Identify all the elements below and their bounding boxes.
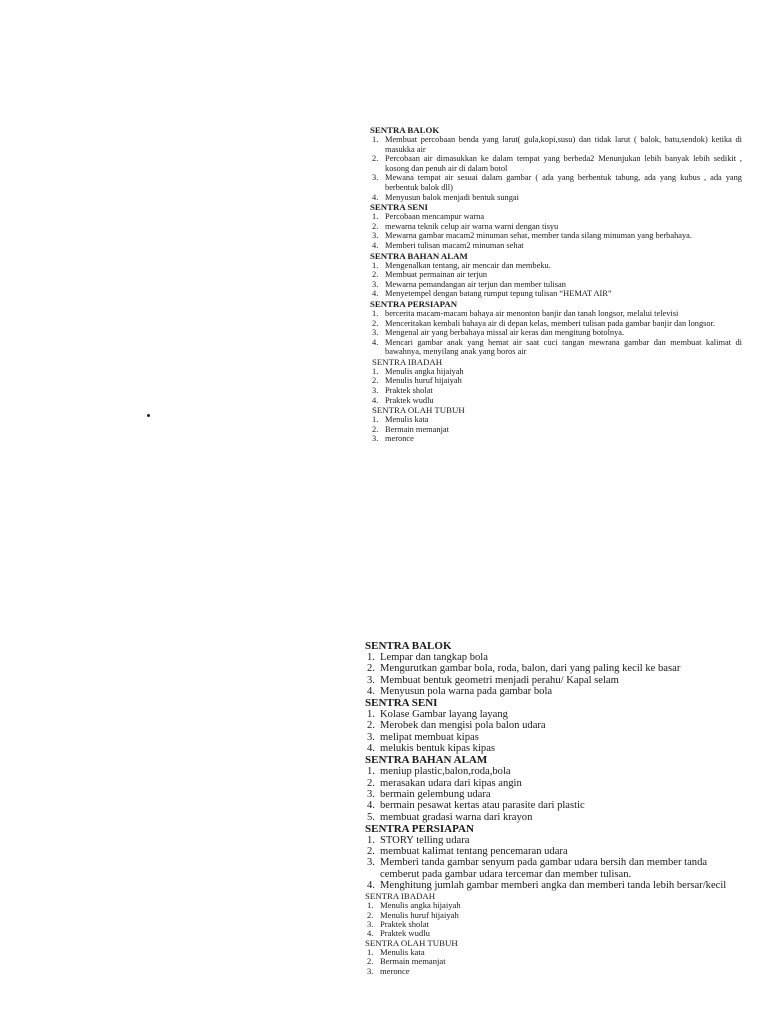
- item-text: Mewarna pemandangan air terjun dan member tulisan: [385, 279, 566, 289]
- item-number: 3.: [372, 231, 379, 241]
- item-number: 1.: [372, 308, 379, 318]
- section-title: SENTRA SENI: [370, 202, 428, 213]
- section-sentra-persiapan: [370, 299, 742, 357]
- section-sentra-ibadah: [365, 891, 745, 938]
- item-text: bermain pesawat kertas atau parasite dari plastic: [380, 800, 585, 812]
- list-item: [370, 328, 742, 338]
- list-item: [365, 778, 745, 789]
- list-item: [365, 652, 745, 663]
- list-item: [365, 929, 745, 938]
- bullet-mark: [147, 414, 150, 417]
- item-number: 5.: [367, 811, 375, 823]
- list-item: [365, 663, 745, 674]
- item-number: 1.: [367, 834, 375, 846]
- item-text: bermain gelembung udara: [380, 788, 491, 800]
- list-item: [370, 231, 742, 241]
- item-number: 3.: [372, 434, 379, 444]
- item-number: 1.: [372, 260, 379, 270]
- list-item: [365, 835, 745, 846]
- item-number: 3.: [367, 918, 374, 929]
- item-text: Membuat permainan air terjun: [385, 270, 488, 280]
- section-title: SENTRA BAHAN ALAM: [365, 754, 488, 767]
- item-number: 1.: [372, 135, 379, 144]
- item-text: Mengenal air yang berbahaya missal air keras dan mengitung botolnya.: [385, 328, 625, 338]
- list-item: [370, 376, 742, 386]
- item-text: Mewana tempat air sesuai dalam gambar ( ada yang berbentuk tabung, ada yang kubus , ada yang berbentuk balok dll): [385, 173, 742, 192]
- item-number: 3.: [367, 788, 375, 800]
- item-text: Menulis angka hijaiyah: [380, 900, 461, 911]
- section-sentra-bahan-alam: [370, 251, 742, 299]
- item-text: meniup plastic,balon,roda,bola: [380, 766, 511, 778]
- item-text: Membuat bentuk geometri menjadi perahu/ Kapal selam: [380, 674, 619, 686]
- list-item: [370, 289, 742, 299]
- list-item: [370, 241, 742, 251]
- section-sentra-seni: [365, 697, 745, 754]
- section-sentra-seni: [370, 202, 742, 250]
- item-number: 4.: [372, 289, 379, 299]
- activity-list: [365, 709, 745, 754]
- list-item: [370, 261, 742, 271]
- item-number: 4.: [367, 800, 375, 812]
- list-item: [365, 766, 745, 777]
- list-item: [370, 425, 742, 435]
- item-text: meronce: [380, 965, 410, 976]
- item-text: Menyusun pola warna pada gambar bola: [380, 685, 553, 697]
- item-text: Menceritakan kembali bahaya air di depan kelas, memberi tulisan pada gambar banjir dan longsor.: [385, 318, 715, 328]
- item-text: Bermain memanjat: [385, 424, 449, 434]
- item-number: 3.: [367, 857, 375, 869]
- section-title: SENTRA BALOK: [365, 640, 452, 652]
- item-number: 4.: [367, 880, 375, 892]
- item-number: 1.: [372, 212, 379, 222]
- item-number: 2.: [372, 376, 379, 386]
- list-item: [370, 415, 742, 425]
- list-item: [370, 386, 742, 396]
- activity-list: [365, 766, 745, 822]
- item-text: Merobek dan mengisi pola balon udara: [380, 720, 546, 732]
- item-text: Percobaan air dimasukkan ke dalam tempat yang berbeda2 Menunjukan lebih banyak lebih sedikit , kosong dan penuh air di dalam botol: [385, 154, 742, 173]
- list-item: [370, 309, 742, 319]
- section-title: SENTRA OLAH TUBUH: [372, 405, 465, 416]
- item-number: 4.: [367, 927, 374, 938]
- list-item: [365, 789, 745, 800]
- list-item: [370, 396, 742, 406]
- list-item: [365, 857, 745, 880]
- section-title: SENTRA BALOK: [370, 125, 440, 135]
- item-number: 3.: [367, 731, 375, 743]
- item-number: 4.: [367, 685, 375, 697]
- item-number: 2.: [367, 663, 375, 675]
- list-item: [370, 212, 742, 222]
- item-number: 4.: [372, 337, 379, 347]
- activity-list: [365, 652, 745, 697]
- item-number: 2.: [367, 909, 374, 920]
- item-text: Mencari gambar anak yang hemat air saat cuci tangan mewrana gambar dan membuat kalimat di bawahnya, menyilang anak yang boros air: [385, 337, 742, 357]
- item-text: melukis bentuk kipas kipas: [380, 743, 496, 755]
- section-title: SENTRA OLAH TUBUH: [365, 938, 458, 949]
- section-title: SENTRA PERSIAPAN: [370, 298, 458, 309]
- item-text: Menulis kata: [380, 947, 425, 958]
- item-text: membuat kalimat tentang pencemaran udara: [380, 846, 568, 858]
- item-text: membuat gradasi warna dari krayon: [380, 811, 533, 823]
- section-title: SENTRA SENI: [365, 697, 438, 710]
- activity-list: [365, 948, 745, 976]
- list-item: [365, 957, 745, 966]
- section-sentra-bahan-alam: [365, 754, 745, 822]
- item-text: STORY telling udara: [380, 834, 470, 846]
- section-sentra-persiapan: [365, 823, 745, 891]
- list-item: [370, 173, 742, 192]
- item-number: 1.: [367, 947, 374, 958]
- item-number: 2.: [372, 424, 379, 434]
- item-text: melipat membuat kipas: [380, 731, 479, 743]
- item-text: Percobaan mencampur warna: [385, 212, 485, 222]
- item-text: Memberi tanda gambar senyum pada gambar udara bersih dan member tanda cemberut pada gambar udara tercemar dan member tulisan.: [380, 857, 708, 880]
- activity-list: [365, 901, 745, 938]
- list-item: [370, 280, 742, 290]
- item-number: 2.: [367, 777, 375, 789]
- item-number: 2.: [372, 270, 379, 280]
- item-number: 2.: [372, 154, 379, 164]
- item-number: 3.: [367, 965, 374, 976]
- item-number: 1.: [367, 652, 375, 663]
- list-item: [365, 800, 745, 811]
- item-number: 2.: [367, 846, 375, 858]
- item-text: Praktek sholat: [380, 918, 429, 929]
- item-text: Bermain memanjat: [380, 956, 446, 967]
- list-item: [370, 434, 742, 444]
- list-item: [365, 709, 745, 720]
- item-number: 2.: [372, 318, 379, 328]
- bottom-activity-list: [365, 640, 745, 976]
- activity-list: [370, 309, 742, 357]
- list-item: [365, 880, 745, 891]
- list-item: [365, 686, 745, 697]
- section-title: SENTRA IBADAH: [365, 891, 436, 902]
- item-number: 1.: [367, 709, 375, 721]
- top-activity-list: [370, 125, 742, 444]
- item-number: 1.: [372, 366, 379, 376]
- list-item: [370, 338, 742, 357]
- item-text: Praktek wudlu: [380, 927, 430, 938]
- list-item: [365, 812, 745, 823]
- activity-list: [370, 212, 742, 250]
- item-number: 2.: [367, 720, 375, 732]
- item-text: meronce: [385, 434, 414, 444]
- item-number: 4.: [372, 395, 379, 405]
- item-number: 3.: [372, 173, 379, 183]
- item-number: 1.: [367, 900, 374, 911]
- section-sentra-balok: [370, 125, 742, 202]
- item-text: Menulis huruf hijaiyah: [385, 376, 462, 386]
- item-number: 3.: [372, 386, 379, 396]
- item-text: Menyetempel dengan batang rumput tepung tulisan “HEMAT AIR”: [385, 289, 612, 299]
- item-text: Mewarna gambar macam2 minuman sehat, member tanda silang minuman yang berbahaya.: [385, 231, 692, 241]
- item-text: Praktek sholat: [385, 386, 433, 396]
- activity-list: [365, 835, 745, 891]
- item-text: Menghitung jumlah gambar memberi angka dan memberi tanda lebih bersar/kecil: [380, 880, 727, 892]
- list-item: [370, 319, 742, 329]
- item-text: Menulis angka hijaiyah: [385, 366, 464, 376]
- section-title: SENTRA IBADAH: [372, 356, 443, 367]
- activity-list: [370, 367, 742, 405]
- item-number: 4.: [367, 743, 375, 755]
- list-item: [370, 193, 742, 203]
- item-number: 3.: [372, 279, 379, 289]
- list-item: [365, 720, 745, 731]
- list-item: [365, 675, 745, 686]
- section-sentra-olah-tubuh: [370, 405, 742, 444]
- item-text: Kolase Gambar layang layang: [380, 709, 508, 721]
- list-item: [365, 846, 745, 857]
- list-item: [365, 732, 745, 743]
- activity-list: [370, 135, 742, 202]
- item-text: Membuat percobaan benda yang larut( gula,kopi,susu) dan tidak larut ( balok, batu,sendok) ketika di masukka air: [385, 135, 742, 154]
- item-text: Menulis huruf hijaiyah: [380, 909, 459, 920]
- item-text: bercerita macam-macam bahaya air menonton banjir dan tanah longsor, melalui televisi: [385, 308, 679, 318]
- item-number: 2.: [367, 956, 374, 967]
- activity-list: [370, 415, 742, 444]
- list-item: [370, 222, 742, 232]
- item-text: Memberi tulisan macam2 minuman sehat: [385, 240, 524, 250]
- activity-list: [370, 261, 742, 299]
- list-item: [365, 743, 745, 754]
- list-item: [370, 135, 742, 154]
- list-item: [370, 367, 742, 377]
- item-number: 3.: [367, 674, 375, 686]
- item-text: Lempar dan tangkap bola: [380, 652, 488, 663]
- item-number: 1.: [372, 415, 379, 425]
- section-sentra-olah-tubuh: [365, 938, 745, 976]
- item-text: Mengenalkan tentang, air mencair dan membeku.: [385, 260, 551, 270]
- item-number: 3.: [372, 328, 379, 338]
- list-item: [365, 967, 745, 976]
- item-text: Menulis kata: [385, 415, 429, 425]
- list-item: [370, 270, 742, 280]
- item-number: 4.: [372, 192, 379, 202]
- section-title: SENTRA BAHAN ALAM: [370, 250, 468, 261]
- item-text: mewarna teknik celup air warna warni dengan tisyu: [385, 221, 559, 231]
- item-text: Menyusun balok menjadi bentuk sungai: [385, 192, 519, 202]
- item-text: Mengurutkan gambar bola, roda, balon, dari yang paling kecil ke basar: [380, 663, 681, 675]
- section-sentra-balok: [365, 640, 745, 697]
- section-title: SENTRA PERSIAPAN: [365, 822, 474, 835]
- section-sentra-ibadah: [370, 357, 742, 405]
- item-number: 2.: [372, 221, 379, 231]
- item-number: 1.: [367, 766, 375, 778]
- item-number: 4.: [372, 240, 379, 250]
- item-text: merasakan udara dari kipas angin: [380, 777, 522, 789]
- list-item: [370, 154, 742, 173]
- item-text: Praktek wudlu: [385, 395, 434, 405]
